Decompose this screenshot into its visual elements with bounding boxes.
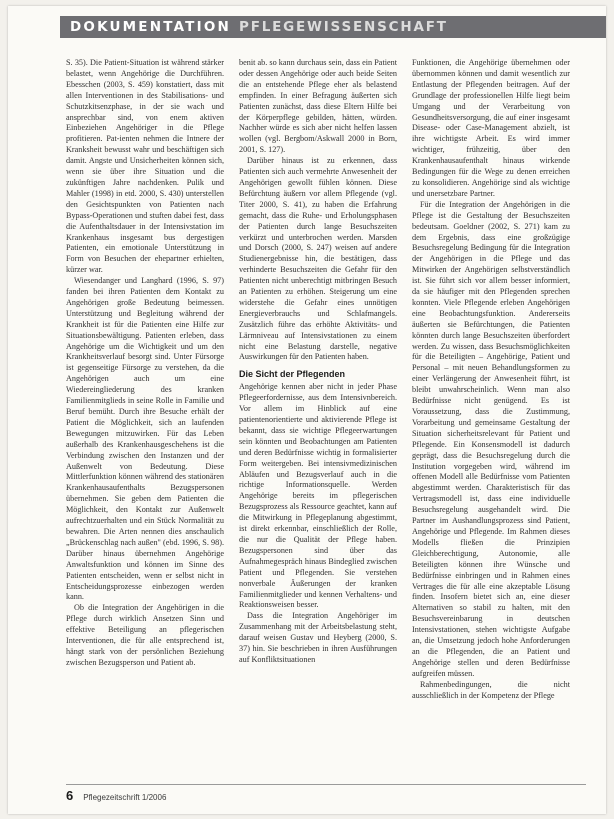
journal-citation: Pflegezeitschrift 1/2006 (83, 793, 167, 802)
page-number: 6 (66, 788, 74, 803)
paragraph: Wiesendanger und Langhard (1996, S. 97) fanden bei ihren Patienten dem Kontakt zu Angehörigen große Bedeutung beimessen. Unterstützung und Begleitung während der Krankheit ist für die Patienten eine Hilfe zur Situationsbewältigung. Patienten erleben, dass Angehörige um die Wichtigkeit und um den Krankheitsverlauf besorgt sind. Unter Fürsorge ist gegenseitige Fürsorge zu verstehen, da die Angehörigen auch um eine Wiedereingliederung des kranken Familienmitglieds in seine Rolle in Familie und Beruf bemüht. Durch ihre Besuche erhält der Patient die Möglichkeit, sich an laufenden Bewegungen mitzuwirken. Für das Leben außerhalb des Krankenhausgeschehens ist die Verbindung zwischen den Instanzen und der Außenwelt von Bedeutung. Diese Mittlerfunktion können während des stationären Krankenhausaufenthalts Bezugspersonen übernehmen. Sie geben dem Patienten die Möglichkeit, den Kontakt zur Außenwelt aufrechtzuerhalten und ein Stück Normalität zu bewahren. Die Arten nennen dies anschaulich „Brückenschlag nach außen" (ebd. 1996, S. 98). Darüber hinaus übernehmen Angehörige Anwaltsfunktion und können im Sinne des Patienten entscheiden, wenn er selbst nicht in Entscheidungsprozesse einbezogen werden kann. (66, 276, 224, 602)
section-subtitle: PFLEGEWISSENSCHAFT (239, 19, 448, 35)
paragraph: Darüber hinaus ist zu erkennen, dass Patienten sich auch vermehrte Anwesenheit der Angehörigen gewollt fühlen können. Diese Befürchtung äußern vor allem Pflegende (vgl. Titer 2000, S. 41), zu haben die Erfahrung gemacht, dass die Ruhe- und Erholungsphasen der Patienten durch lange Besuchszeiten verkürzt und unterbrochen werden. Marsden und Dorsch (2000, S. 247) weisen auf andere Studienergebnisse hin, die bestätigen, dass verhinderte Besuchszeiten die Gefahr für den Patienten nicht unberechtigt mitbringen Besuch an Patienten zu erhöhen. Steigerung um eine widerstehe die Gefahr eines unnötigen Energieverbrauchs und Schlafmangels. Zusätzlich führe das erhöhte Aktivitäts- und Lärmniveau auf Intensivstationen zu einem nicht eine Belastung darstelle, negative Auswirkungen für den Patienten haben. (239, 156, 397, 362)
paragraph: Funktionen, die Angehörige übernehmen oder übernommen können und damit wesentlich zur Entlastung der Pflegenden beitragen. Auf der Grundlage der professionellen Hilfe liegt beim Umgang und der Verarbeitung von Gesundheitsversorgung, die auf einer insgesamt Disease- oder Case-Management abzielt, ist ihre wichtigste Arbeit. Es wird immer wichtiger, frühzeitig, über den Krankenhausaufenthalt hinaus wirkende Bedingungen für die Wege zu denen erreichen zu konsolidieren. Angehörige sind als wichtige und unersetzbare Partner. (412, 58, 570, 198)
paragraph: Rahmenbedingungen, die nicht ausschließlich in der Kompetenz der Pflege (412, 679, 570, 700)
paragraph: Für die Integration der Angehörigen in die Pflege ist die Gestaltung der Besuchszeiten bedeutsam. Goeldner (2002, S. 271) kam zu dem Ergebnis, dass eine großzügige Besuchsregelung Bedingung für die Integration der Angehörigen in die Pflege und das Mitwirken der Angehörigen selbstverständlich ist. Sie führt sich vor allem besser informiert, da sie häufiger mit den Pflegenden sprechen konnten. Viele Pflegende erleben Angehörigen eine Beobachtungsfunktion. Andererseits äußerten sie Befürchtungen, die Patienten könnten durch lange Besuchszeiten überfordert werden. Zu wissen, dass Besuchsmöglichkeiten für die Beteiligten – Angehörige, Patient und Personal – mit neuen Behandlungsformen zu einer Verlängerung der Anwesenheit führt, ist bleibt unwahrscheinlich. Wenn man also Bedürfnisse nicht genügend. Es ist Voraussetzung, dass die Zustimmung, Vorarbeitung und gemeinsame Gestaltung der Situation sicherheitsrelevant für Patient und Pflegende. Ein Konsensmodell ist dadurch geprägt, dass die Besuchsregelung durch die Institution vorgegeben wird, während im offenen Modell alle Bedürfnisse vom Patienten abgestimmt werden. Charakteristisch für das Vertragsmodell ist, dass eine individuelle Besuchsregelung ausgehandelt wird. Die Partner im Aushandlungsprozess sind Patient, Angehörige und Pflegende. Im Rahmen dieses Modells fließen die Prinzipien Gleichberechtigung, Autonomie, alle Beteiligten können ihre Wünsche und Bedürfnisse einbringen und in Rahmen eines Vertrages die für alle eine akzeptable Lösung finden. Insofern bietet sich an, eine dieser Alternativen so stabil zu halten, mit den Besuchsvereinbarung in deutschen Intensivstationen, stehen wichtigste Aufgabe an, die Umsetzung jedoch hohe Anforderungen an die Pflegenden, die an Patient und Angehörige stellen und deren Bedürfnisse aufgreifen müssen. (412, 199, 570, 678)
paragraph: S. 35). Die Patient-Situation ist während stärker belastet, wenn Angehörige die Durchführen. Ebesschen (2003, S. 459) konstatiert, dass mit allen Interventionen in des Stabilisations- und Schutzkitsenzphase, in der sie wach und ansprechbar sind, von enem aktiven Einbeziehen Angehöriger in die Pflege profitieren. Pat-ienten nehmen die Intnere der Kranksheit bewusst wahr und beschäftigen sich damit. Angste und Unsicherheiten können sich, wenn sie über ihre Situation und die zukünftigen Jahre nachdenken. Pulik und Mahler (1998) in etd. 2000, S. 430) unterstellen den Gesichtspunkten von Patienten nach Bypass-Operationen und stuften dabei fest, dass die Aufenthaltsdauer in der Intensivstation im Krankenhaus insgesamt bus dergestigen Patienten, ein emotionale Unterstützung in Form von Besuchen der ehepartner erhielten, kürzer war. (66, 58, 224, 275)
paragraph: Angehörige kennen aber nicht in jeder Phase Pflegeerfordernisse, aus dem Intensivnbereich. Vor allem im Hinblick auf eine patientenorientierte und aktivierende Pflege ist bekannt, dass sie wichtige Pflegeerwartungen sein könnten und Beobachtungen am Patienten und deren Bedürfnisse wichtig in formalisierter Form weitergeben. Bei intensivmedizinischen Abläufen und Bezugsverlauf auch in die richtige Informationsquelle. Werden Angehörige bereits im pflegerischen Bezugsprozess als Ressource geachtet, kann auf die Mitwirkung in Pflegeplanung abgestimmt, ist direkt erkennbar, einschließlich der Rolle, die nur die Qualität der Pflege haben. Bezugspersonen sind über das Aufnahmegespräch hinaus Bindeglied zwischen Patient und Pflegenden. Sie verstehen nonverbale Äußerungen der kranken Familienmitglieder und kennen Verhaltens- und Reaktionsweisen besser. (239, 382, 397, 610)
paragraph: benit ab. so kann durchaus sein, dass ein Patient oder dessen Angehörige oder auch beide Seiten die an entstehende Pflege eher als belastend empfinden. In einer Befragung äußerten sich Patienten zunächst, dass diese Eltern Hilfe bei der Körperpflege gebilden, hätten, würden. Nachher würde es sich aber nicht helfen lassen wollen (vgl. Bergbom/Askwall 2000 in Born, 2001, S. 127). (239, 58, 397, 155)
document-page (8, 6, 606, 814)
paragraph: Ob die Integration der Angehörigen in die Pflege durch wirklich Ansetzen Sinn und effektive Beteiligung an pflegerischen Interventionen, die für alle entsprechend ist, hängt stark von der persönlichen Beziehung zwischen Bezugsperson und Patient ab. (66, 603, 224, 667)
page-footer (66, 788, 586, 804)
paragraph: Dass die Integration Angehöriger im Zusammenhang mit der Arbeitsbelastung steht, darauf weisen Gustav und Heyberg (2000, S. 37) hin. Sie beschrieben in ihren Ausführungen auf Konfliktsituationen (239, 611, 397, 664)
subheading: Die Sicht der Pflegenden (239, 369, 346, 380)
text-column-2 (239, 58, 397, 758)
text-column-3 (412, 58, 570, 758)
text-column-1 (66, 58, 224, 758)
section-title: DOKUMENTATION (70, 19, 231, 35)
footer-divider (66, 784, 586, 785)
section-header (60, 16, 606, 38)
